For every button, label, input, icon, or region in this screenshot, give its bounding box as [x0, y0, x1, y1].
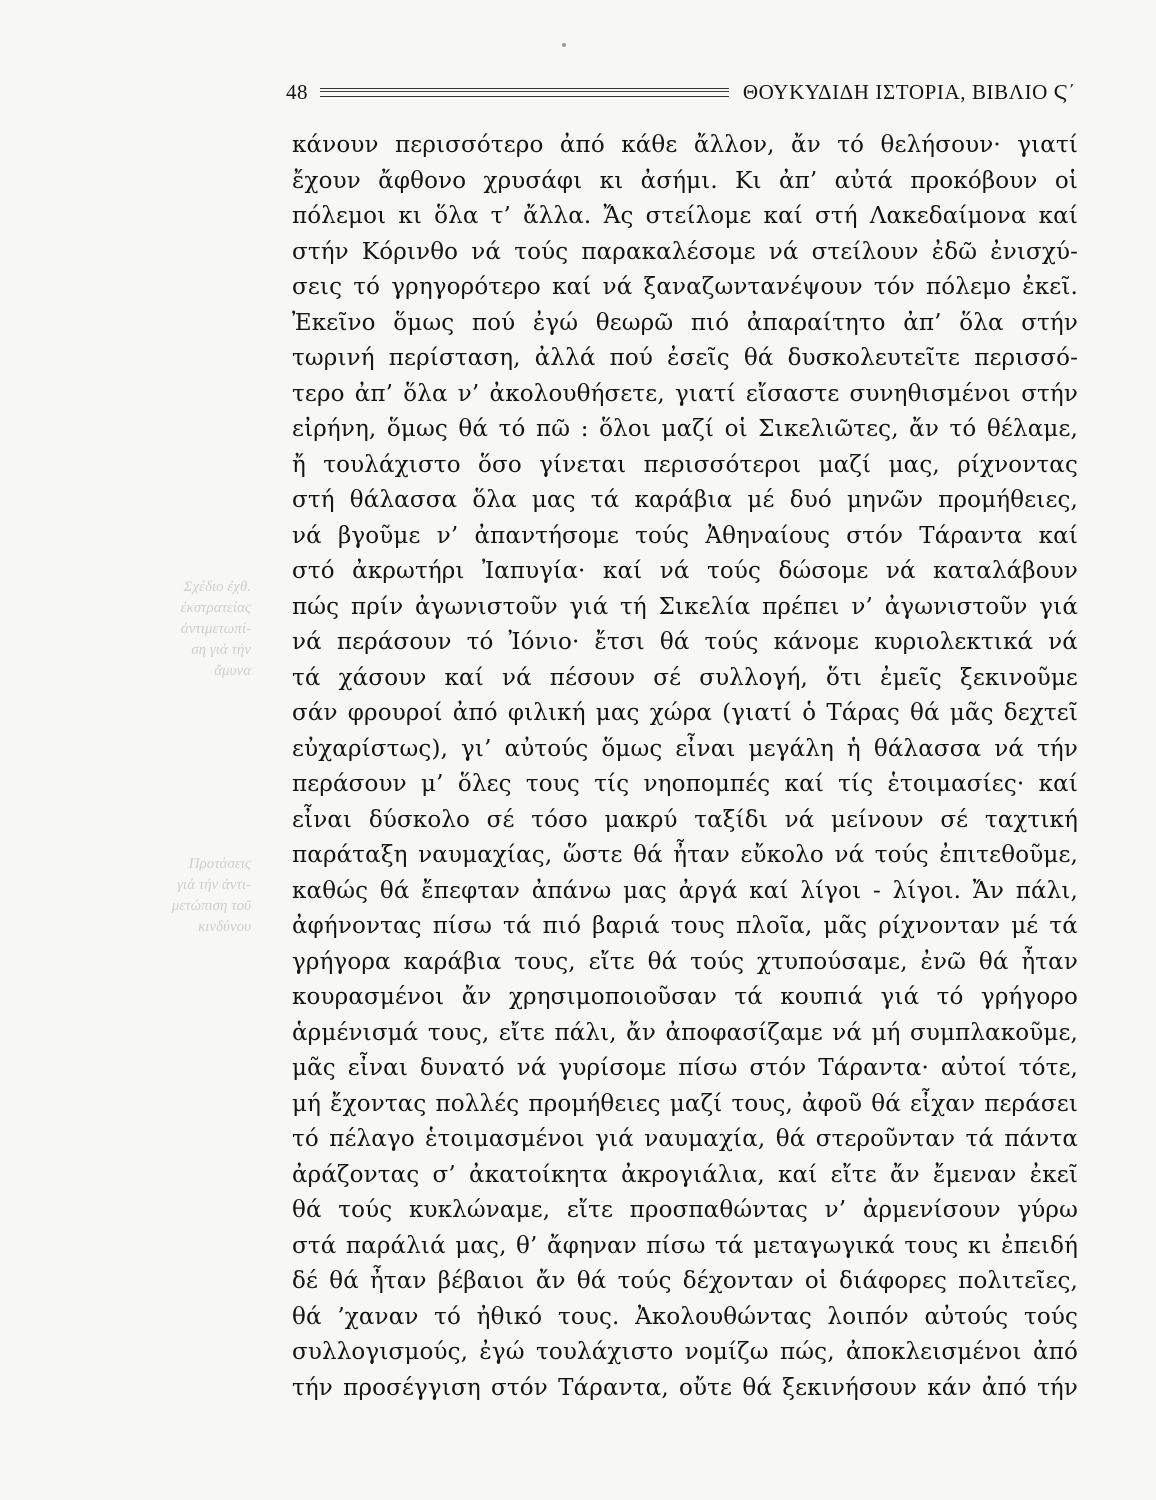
- text-line: νά βγοῦμε ν’ ἀπαντήσομε τούς Ἀθηναίους στόν Τάραντα καί: [292, 522, 1078, 549]
- margin-note-line: ἐκστρατείας: [180, 600, 251, 616]
- text-line: ἀράζοντας σ’ ἀκατοίκητα ἀκρογιάλια, καί εἴτε ἄν ἔμεναν ἐκεῖ: [292, 1161, 1078, 1188]
- text-line: τό πέλαγο ἑτοιμασμένοι γιά ναυμαχία, θά στεροῦνταν τά πάντα: [292, 1126, 1078, 1152]
- text-line: ἤ τουλάχιστο ὅσο γίνεται περισσότεροι μαζί μας, ρίχνοντας: [292, 451, 1078, 478]
- margin-note-line: Προτάσεις: [188, 856, 251, 872]
- text-line: νά περάσουν τό Ἰόνιο· ἔτσι θά τούς κάνομε κυριολεκτικά νά: [292, 629, 1078, 655]
- text-line: θά τούς κυκλώναμε, εἴτε προσπαθώντας ν’ ἀρμενίσουν γύρω: [292, 1197, 1078, 1223]
- text-line: σεις τό γρηγορότερο καί νά ξαναζωντανέψουν τόν πόλεμο ἐκεῖ.: [292, 274, 1078, 300]
- margin-note: [101, 577, 251, 682]
- header-rule: [320, 88, 729, 97]
- text-line: μᾶς εἶναι δυνατό νά γυρίσομε πίσω στόν Τάραντα· αὐτοί τότε,: [292, 1055, 1078, 1081]
- text-line: σάν φρουροί ἀπό φιλική μας χώρα (γιατί ὁ Τάρας θά μᾶς δεχτεῖ: [292, 700, 1078, 726]
- text-line: τωρινή περίσταση, ἀλλά πού ἐσεῖς θά δυσκολευτεῖτε περισσό-: [292, 345, 1078, 371]
- running-title: ΘΟΥΚΥΔΙΔΗ ΙΣΤΟΡΙΑ, ΒΙΒΛΙΟ Ϛ΄: [742, 79, 1076, 104]
- text-line: εἰρήνη, ὅμως θά τό πῶ : ὅλοι μαζί οἱ Σικελιῶτες, ἄν τό θέλαμε,: [292, 416, 1078, 442]
- page-number: 48: [286, 79, 308, 104]
- page-header: [286, 78, 1076, 106]
- text-line: πώς πρίν ἀγωνιστοῦν γιά τή Σικελία πρέπει ν’ ἀγωνιστοῦν γιά: [292, 593, 1078, 620]
- margin-note-line: Σχέδιο ἐχθ.: [183, 579, 251, 595]
- text-line: μή ἔχοντας πολλές προμήθειες μαζί τους, ἀφοῦ θά εἶχαν περάσει: [292, 1090, 1078, 1117]
- text-line: ἁρμένισμά τους, εἴτε πάλι, ἄν ἀποφασίζαμε νά μή συμπλακοῦμε,: [292, 1019, 1078, 1046]
- text-line: στή θάλασσα ὅλα μας τά καράβια μέ δυό μηνῶν προμήθειες,: [292, 487, 1078, 513]
- text-line: στά παράλιά μας, θ’ ἄφηναν πίσω τά μεταγωγικά τους κι ἐπειδή: [292, 1232, 1078, 1259]
- margin-note-line: μετώπιση τοῦ: [171, 898, 251, 914]
- margin-note-line: κινδύνου: [198, 919, 251, 935]
- text-line: τά χάσουν καί νά πέσουν σέ συλλογή, ὅτι ἐμεῖς ξεκινοῦμε: [292, 664, 1078, 691]
- text-line: Ἐκεῖνο ὅμως πού ἐγώ θεωρῶ πιό ἀπαραίτητο ἀπ’ ὅλα στήν: [292, 309, 1078, 336]
- text-line: καθώς θά ἔπεφταν ἀπάνω μας ἀργά καί λίγοι - λίγοι. Ἄν πάλι,: [292, 877, 1078, 904]
- text-line: εἶναι δύσκολο σέ τόσο μακρύ ταξίδι νά μείνουν σέ ταχτική: [292, 806, 1078, 833]
- text-line: τερο ἀπ’ ὅλα ν’ ἀκολουθήσετε, γιατί εἴσαστε συνηθισμένοι στήν: [292, 380, 1078, 407]
- text-line: παράταξη ναυμαχίας, ὥστε θά ἦταν εὔκολο νά τούς ἐπιτεθοῦμε,: [292, 842, 1078, 868]
- text-line: ἀφήνοντας πίσω τά πιό βαριά τους πλοῖα, μᾶς ρίχνονταν μέ τά: [292, 913, 1078, 939]
- text-line: ἔχουν ἄφθονο χρυσάφι κι ἀσήμι. Κι ἀπ’ αὐτά προκόβουν οἱ: [292, 167, 1078, 194]
- text-line: συλλογισμούς, ἐγώ τουλάχιστο νομίζω πώς, ἀποκλεισμένοι ἀπό: [292, 1339, 1078, 1365]
- body-text: [292, 128, 1078, 1406]
- margin-note-line: ση γιά τήν: [191, 642, 251, 658]
- margin-note-line: γιά τήν ἀντι-: [177, 877, 251, 893]
- text-line: θά ’χαναν τό ἠθικό τους. Ἀκολουθώντας λοιπόν αὐτούς τούς: [292, 1303, 1078, 1330]
- text-line: περάσουν μ’ ὅλες τους τίς νηοπομπές καί τίς ἑτοιμασίες· καί: [292, 771, 1078, 797]
- text-line: κουρασμένοι ἄν χρησιμοποιοῦσαν τά κουπιά γιά τό γρήγορο: [292, 984, 1078, 1010]
- margin-note: [101, 854, 251, 938]
- text-line: γρήγορα καράβια τους, εἴτε θά τούς χτυπούσαμε, ἐνῶ θά ἦταν: [292, 948, 1078, 975]
- text-line: τήν προσέγγιση στόν Τάραντα, οὔτε θά ξεκινήσουν κάν ἀπό τήν: [292, 1374, 1078, 1401]
- text-line: κάνουν περισσότερο ἀπό κάθε ἄλλον, ἄν τό θελήσουν· γιατί: [292, 132, 1078, 158]
- text-line: δέ θά ἦταν βέβαιοι ἄν θά τούς δέχονταν οἱ διάφορες πολιτεῖες,: [292, 1268, 1078, 1294]
- text-line: στό ἀκρωτήρι Ἰαπυγία· καί νά τούς δώσομε νά καταλάβουν: [292, 558, 1078, 584]
- scan-speck: [562, 43, 566, 47]
- margin-note-line: ἀντιμετωπί-: [180, 621, 251, 637]
- margin-note-line: ἄμυνα: [214, 663, 251, 679]
- text-line: εὐχαρίστως), γι’ αὐτούς ὅμως εἶναι μεγάλη ἡ θάλασσα νά τήν: [292, 735, 1078, 762]
- text-line: στήν Κόρινθο νά τούς παρακαλέσομε νά στείλουν ἐδῶ ἐνισχύ-: [292, 238, 1078, 265]
- text-line: πόλεμοι κι ὅλα τ’ ἄλλα. Ἄς στείλομε καί στή Λακεδαίμονα καί: [292, 203, 1078, 229]
